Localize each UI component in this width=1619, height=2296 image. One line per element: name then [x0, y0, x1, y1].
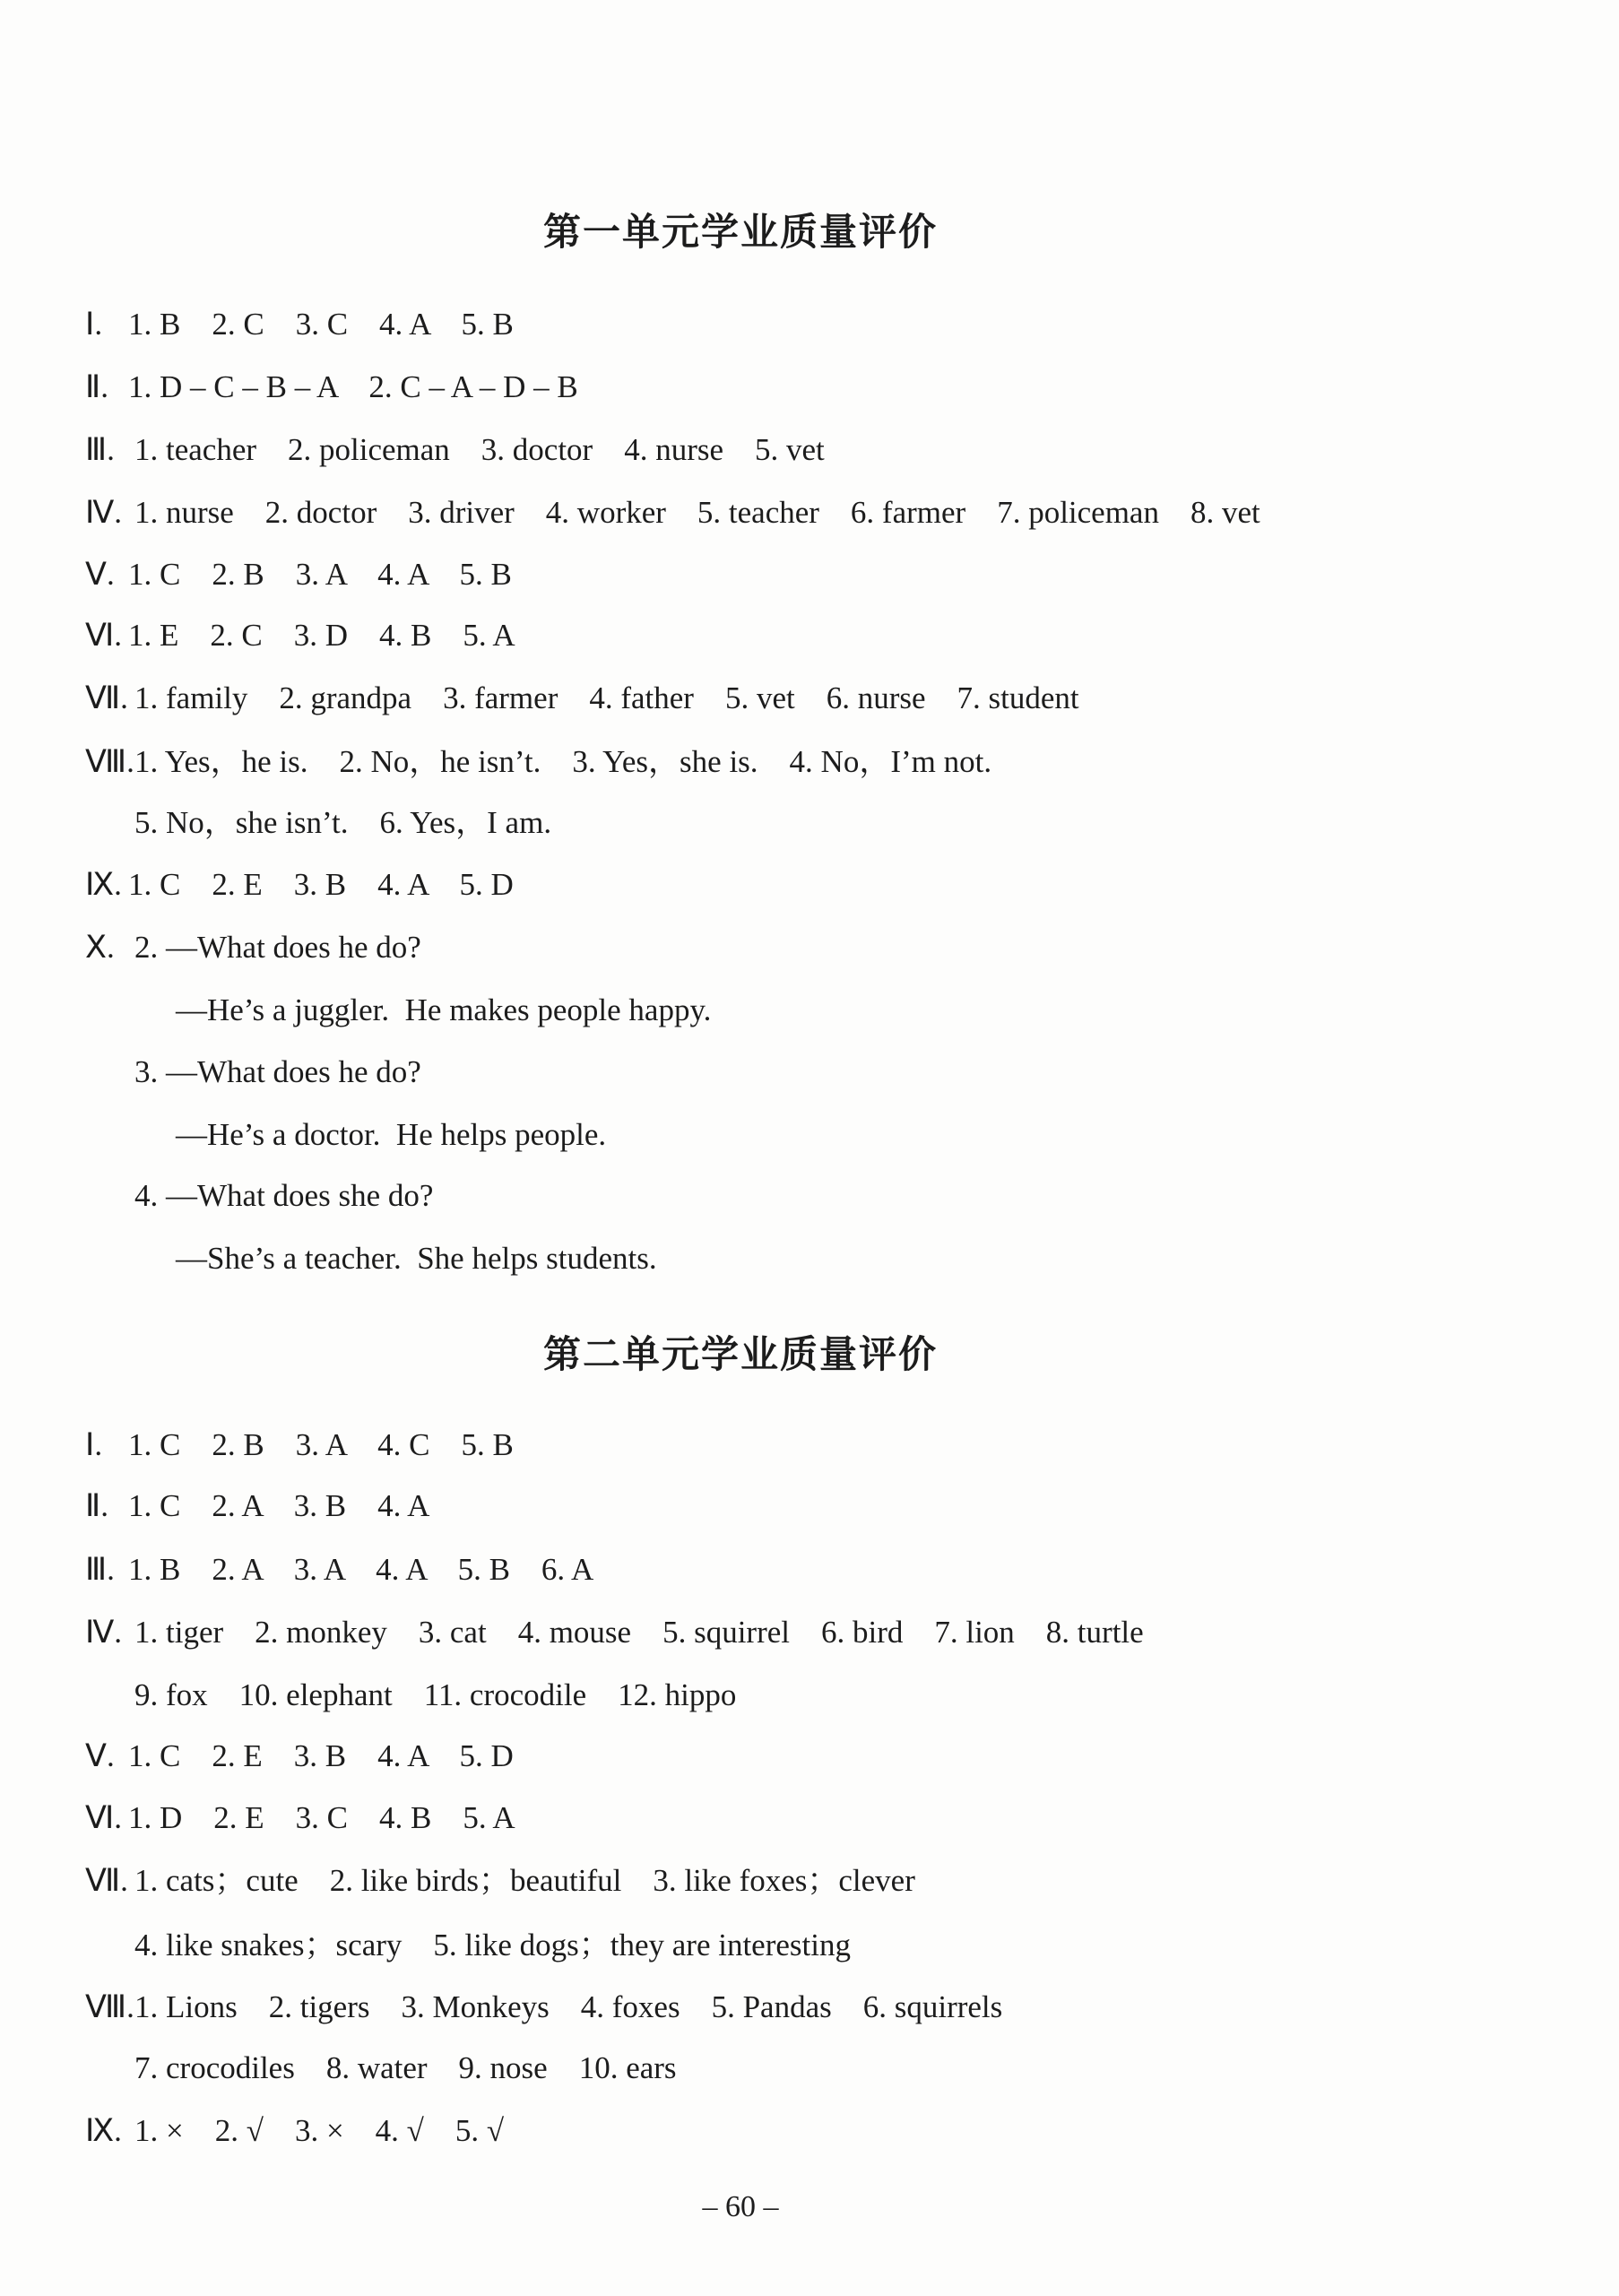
question-label: Ⅸ. — [85, 2113, 122, 2148]
question-label: Ⅲ. — [85, 432, 115, 467]
question-label: Ⅱ. — [85, 369, 108, 404]
question-label: Ⅹ. — [85, 930, 115, 965]
answer-line: 1. × 2. √ 3. × 4. √ 5. √ — [134, 2113, 505, 2148]
answer-line: 3. —What does he do? — [134, 1054, 421, 1089]
answer-line: —He’s a juggler. He makes people happy. — [176, 992, 712, 1027]
question-label: Ⅲ. — [85, 1552, 115, 1587]
answer-line: 1. teacher 2. policeman 3. doctor 4. nurse 5. vet — [134, 432, 825, 467]
answer-line: 1. Yes，he is. 2. No，he isn’t. 3. Yes，she is. 4. No，I’m not. — [134, 744, 992, 779]
answer-line: 2. —What does he do? — [134, 930, 421, 965]
answer-line: 5. No，she isn’t. 6. Yes，I am. — [134, 805, 552, 840]
question-label: Ⅷ. — [85, 1989, 134, 2024]
question-label: Ⅰ. — [85, 1427, 103, 1462]
answer-line: 1. C 2. E 3. B 4. A 5. D — [128, 1738, 514, 1773]
page-number: – 60 – — [702, 2190, 779, 2223]
question-label: Ⅸ. — [85, 867, 122, 902]
answer-line: 1. C 2. B 3. A 4. A 5. B — [128, 557, 512, 592]
answer-line: 1. E 2. C 3. D 4. B 5. A — [128, 618, 515, 653]
question-label: Ⅶ. — [85, 1863, 128, 1898]
question-label: Ⅵ. — [85, 1800, 123, 1835]
answer-line: 1. B 2. C 3. C 4. A 5. B — [128, 307, 514, 342]
question-label: Ⅳ. — [85, 495, 123, 530]
question-label: Ⅵ. — [85, 618, 123, 653]
answer-line: —She’s a teacher. She helps students. — [176, 1241, 657, 1276]
question-label: Ⅱ. — [85, 1488, 108, 1523]
question-label: Ⅶ. — [85, 680, 128, 715]
answer-line: 1. Lions 2. tigers 3. Monkeys 4. foxes 5. Pandas 6. squirrels — [134, 1989, 1003, 2024]
question-label: Ⅳ. — [85, 1615, 123, 1650]
section-title: 第一单元学业质量评价 — [542, 210, 938, 254]
section-title: 第二单元学业质量评价 — [542, 1332, 938, 1376]
answer-line: 1. B 2. A 3. A 4. A 5. B 6. A — [128, 1552, 594, 1587]
question-label: Ⅰ. — [85, 307, 103, 342]
answer-line: 4. like snakes；scary 5. like dogs；they are interesting — [134, 1928, 851, 1962]
question-label: Ⅷ. — [85, 744, 134, 779]
answer-line: 1. cats；cute 2. like birds；beautiful 3. like foxes；clever — [134, 1863, 915, 1898]
answer-line: 1. family 2. grandpa 3. farmer 4. father 5. vet 6. nurse 7. student — [134, 680, 1079, 715]
question-label: Ⅴ. — [85, 1738, 115, 1773]
answer-line: 1. C 2. B 3. A 4. C 5. B — [128, 1427, 514, 1462]
answer-line: 1. nurse 2. doctor 3. driver 4. worker 5. teacher 6. farmer 7. policeman 8. vet — [134, 495, 1260, 530]
answer-line: —He’s a doctor. He helps people. — [176, 1117, 607, 1152]
answer-line: 1. C 2. E 3. B 4. A 5. D — [128, 867, 514, 902]
answer-line: 1. C 2. A 3. B 4. A — [128, 1488, 430, 1523]
answer-line: 9. fox 10. elephant 11. crocodile 12. hippo — [134, 1677, 737, 1712]
answer-line: 1. tiger 2. monkey 3. cat 4. mouse 5. squirrel 6. bird 7. lion 8. turtle — [134, 1615, 1144, 1650]
answer-line: 1. D – C – B – A 2. C – A – D – B — [128, 369, 578, 404]
question-label: Ⅴ. — [85, 557, 115, 592]
answer-line: 4. —What does she do? — [134, 1178, 434, 1213]
answer-line: 7. crocodiles 8. water 9. nose 10. ears — [134, 2050, 677, 2085]
answer-line: 1. D 2. E 3. C 4. B 5. A — [128, 1800, 515, 1835]
